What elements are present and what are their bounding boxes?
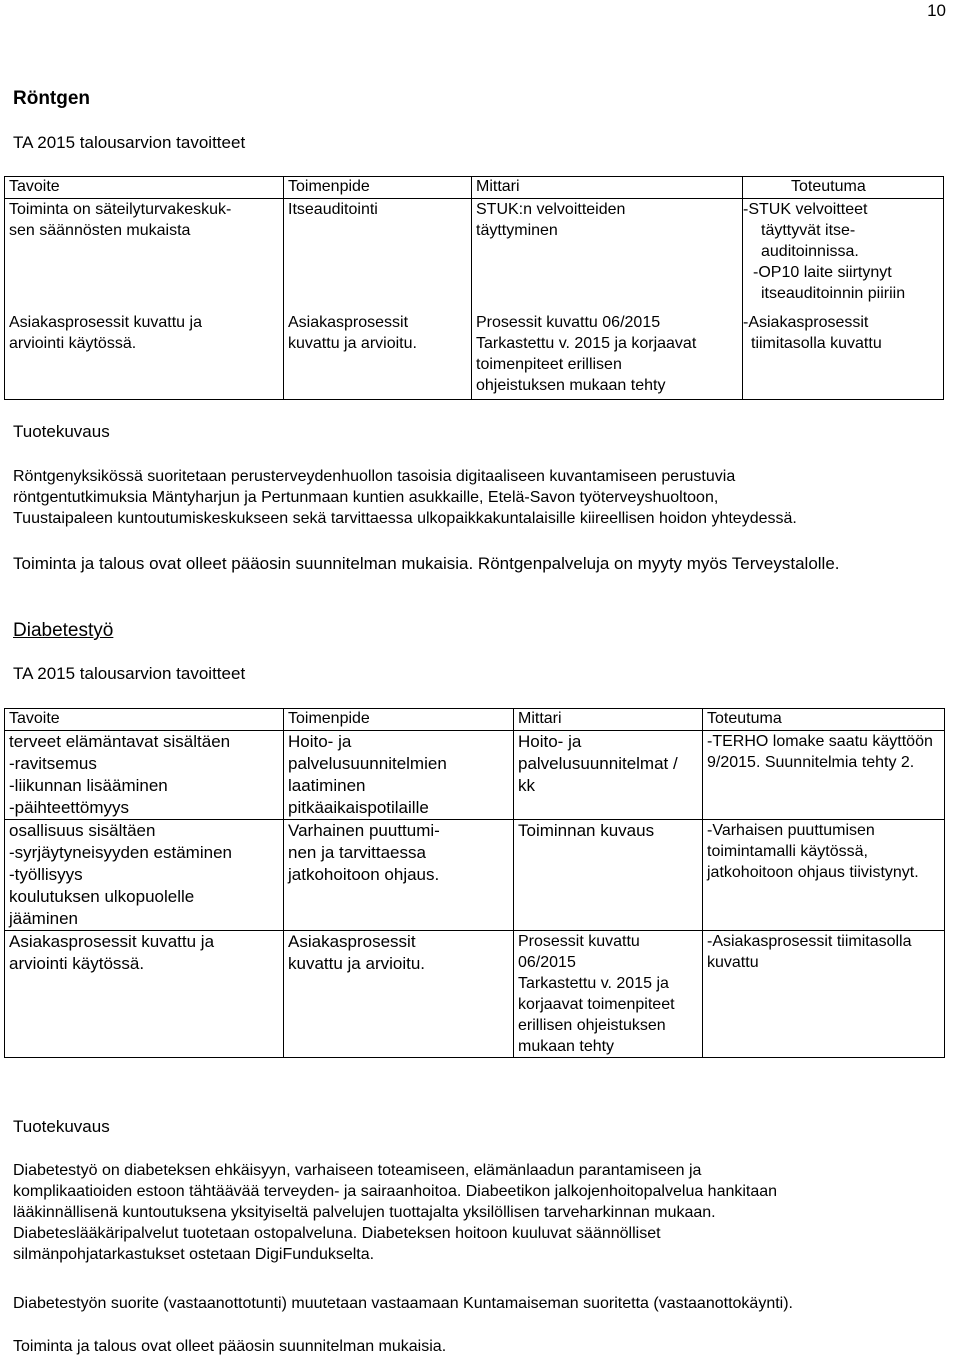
cell-tavoite: terveet elämäntavat sisältäen -ravitsemus -liikunnan lisääminen -päihteettömyys	[5, 731, 284, 820]
cell-toimenpide: Asiakasprosessit kuvattu ja arvioitu.	[284, 312, 472, 400]
rontgen-tuotekuvaus-heading: Tuotekuvaus	[13, 422, 110, 441]
cell-toimenpide: Hoito- ja palvelusuunnitelmien laatiminen pitkäaikaispotilaille	[284, 731, 514, 820]
header-toimenpide: Toimenpide	[284, 709, 514, 731]
diabetes-status-paragraph: Toiminta ja talous ovat olleet pääosin suunnitelman mukaisia.	[13, 1338, 447, 1355]
cell-mittari: Toiminnan kuvaus	[514, 820, 703, 931]
table-row	[5, 199, 944, 312]
diabetes-subtitle: TA 2015 talousarvion tavoitteet	[13, 664, 246, 683]
cell-tavoite: Toiminta on säteilyturvakeskuk- sen säännösten mukaista	[5, 199, 284, 312]
rontgen-goals-table	[4, 176, 944, 400]
cell-mittari: STUK:n velvoitteiden täyttyminen	[472, 199, 743, 312]
cell-toimenpide: Varhainen puuttumi- nen ja tarvittaessa jatkohoitoon ohjaus.	[284, 820, 514, 931]
table-row	[5, 931, 945, 1058]
header-toimenpide: Toimenpide	[284, 177, 472, 199]
rontgen-subtitle: TA 2015 talousarvion tavoitteet	[13, 133, 246, 152]
cell-tavoite: osallisuus sisältäen -syrjäytyneisyyden estäminen -työllisyys koulutuksen ulkopuolelle jääminen	[5, 820, 284, 931]
header-mittari: Mittari	[472, 177, 743, 199]
cell-toteutuma: -Asiakasprosessit tiimitasolla kuvattu	[703, 931, 945, 1058]
cell-toimenpide: Asiakasprosessit kuvattu ja arvioitu.	[284, 931, 514, 1058]
header-mittari: Mittari	[514, 709, 703, 731]
cell-tavoite: Asiakasprosessit kuvattu ja arviointi käytössä.	[5, 931, 284, 1058]
cell-toteutuma: -STUK velvoitteet täyttyvät itse- auditoinnissa. -OP10 laite siirtynyt itseauditoinnin piiriin	[743, 199, 944, 312]
table-header-row	[5, 709, 945, 731]
cell-tavoite: Asiakasprosessit kuvattu ja arviointi käytössä.	[5, 312, 284, 400]
diabetes-goals-table	[4, 708, 945, 1058]
header-tavoite: Tavoite	[5, 709, 284, 731]
section-title-rontgen: Röntgen	[13, 88, 91, 109]
cell-toteutuma: -Varhaisen puuttumisen toimintamalli käytössä, jatkohoitoon ohjaus tiivistynyt.	[703, 820, 945, 931]
cell-toteutuma: -Asiakasprosessit tiimitasolla kuvattu	[743, 312, 944, 400]
cell-mittari: Hoito- ja palvelusuunnitelmat / kk	[514, 731, 703, 820]
table-row	[5, 820, 945, 931]
diabetes-tuotekuvaus-heading: Tuotekuvaus	[13, 1117, 110, 1136]
diabetes-description: Diabetestyö on diabeteksen ehkäisyyn, varhaiseen toteamiseen, elämänlaadun parantamiseen ja komplikaatioiden estoon tähtäävää terveyden- ja sairaanhoitoa. Diabeetikon jalkojenhoitopalvelua hankitaan lääkinnällisenä kuntoutuksena yksityiseltä palvelujen tuottajalta yksilöllisen tarveharkinnan mukaan. Diabeteslääkäripalvelut tuotetaan ostopalveluna. Diabeteksen hoitoon kuuluvat säännölliset silmänpohjatarkastukset ostetaan DigiFundukselta.	[13, 1162, 778, 1263]
cell-mittari: Prosessit kuvattu 06/2015 Tarkastettu v. 2015 ja korjaavat toimenpiteet erillisen ohjeistuksen mukaan tehty	[472, 312, 743, 400]
table-row	[5, 312, 944, 400]
page-number: 10	[927, 1, 946, 20]
header-toteutuma: Toteutuma	[743, 177, 944, 199]
cell-toteutuma: -TERHO lomake saatu käyttöön 9/2015. Suunnitelmia tehty 2.	[703, 731, 945, 820]
rontgen-description: Röntgenyksikössä suoritetaan perusterveydenhuollon tasoisia digitaaliseen kuvantamiseen perustuvia röntgentutkimuksia Mäntyharjun ja Pertunmaan kuntien asukkaille, Etelä-Savon työterveyshuoltoon, Tuustaipaleen kuntoutumiskeskukseen sekä tarvittaessa ulkopaikkakuntalaisille kiireellisen hoidon yhteydessä.	[13, 468, 797, 527]
table-row	[5, 731, 945, 820]
cell-mittari: Prosessit kuvattu 06/2015 Tarkastettu v. 2015 ja korjaavat toimenpiteet erillisen ohjeistuksen mukaan tehty	[514, 931, 703, 1058]
diabetes-suorite-paragraph: Diabetestyön suorite (vastaanottotunti) muutetaan vastaamaan Kuntamaiseman suoritetta (vastaanottokäynti).	[13, 1295, 793, 1312]
cell-toimenpide: Itseauditointi	[284, 199, 472, 312]
header-tavoite: Tavoite	[5, 177, 284, 199]
header-toteutuma: Toteutuma	[703, 709, 945, 731]
rontgen-status-paragraph: Toiminta ja talous ovat olleet pääosin suunnitelman mukaisia. Röntgenpalveluja on myyty myös Terveystalolle.	[13, 554, 840, 573]
section-title-diabetes: Diabetestyö	[13, 620, 114, 641]
table-header-row	[5, 177, 944, 199]
